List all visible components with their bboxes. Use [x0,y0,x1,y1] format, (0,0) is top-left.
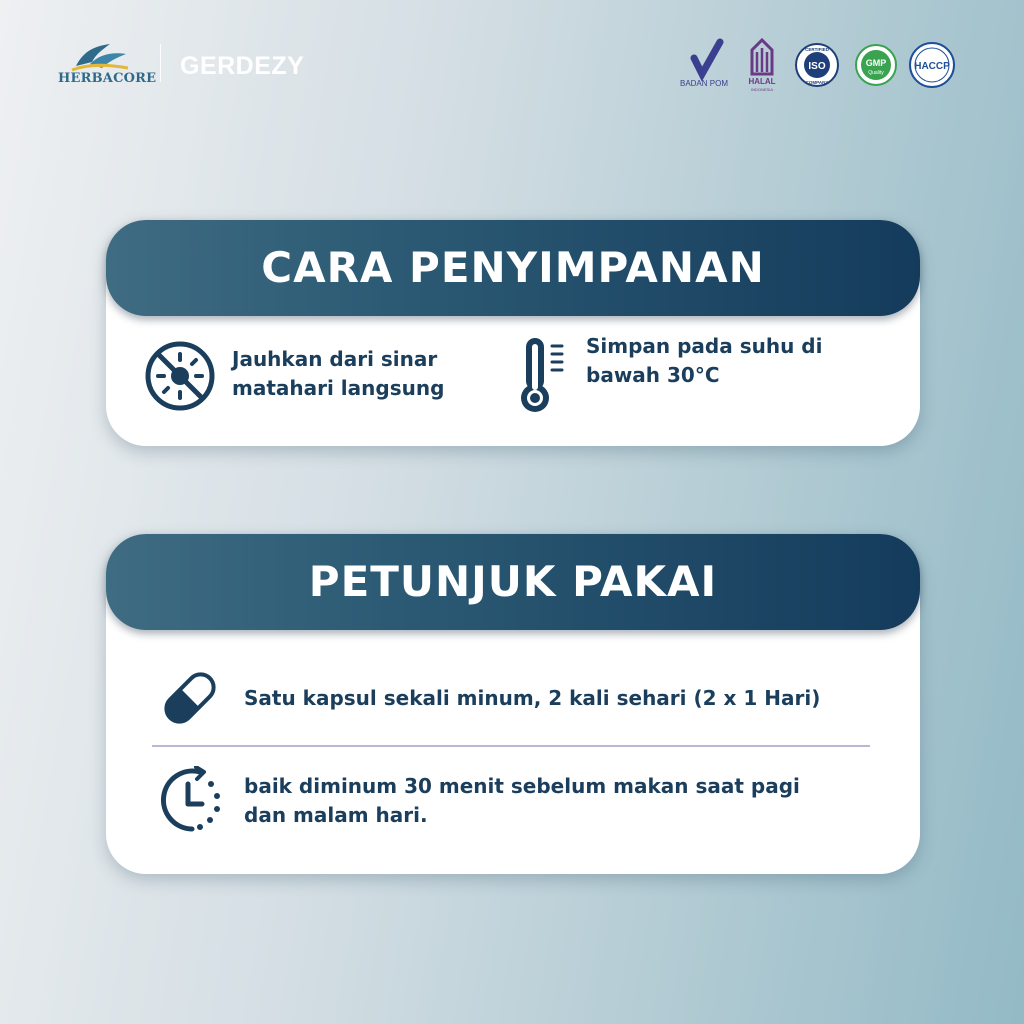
halal-text: HALAL [748,77,776,86]
usage-separator [152,745,870,747]
thermometer-icon [518,336,568,418]
storage-item-sunlight-line2: matahari langsung [232,376,445,400]
storage-card-header [106,220,920,316]
storage-item-sunlight-line1: Jauhkan dari sinar [232,347,438,371]
usage-item-timing-line1: baik diminum 30 menit sebelum makan saat pagi [244,774,800,798]
logo-divider [160,44,161,82]
gmp-badge [854,43,898,87]
gmp-icon [854,43,898,87]
haccp-icon [908,41,956,89]
iso-top-text: CERTIFIED [805,47,829,52]
usage-item-capsule-line1: Satu kapsul sekali minum, 2 kali sehari (2 x 1 Hari) [244,686,821,710]
storage-item-temperature [586,332,822,390]
gerdezy-wordmark: GERDEZY [180,52,305,80]
gmp-text: GMP [865,58,887,68]
storage-item-sunlight [232,345,444,403]
iso-icon [794,42,840,88]
herbacore-logo [54,40,157,88]
storage-item-temperature-line2: bawah 30°C [586,363,720,387]
usage-item-timing-line2: dan malam hari. [244,803,428,827]
usage-card [106,534,920,874]
storage-item-temperature-line1: Simpan pada suhu di [586,334,823,358]
storage-card [106,220,920,446]
header [0,0,1024,130]
iso-bottom-text: COMPANY [805,80,829,85]
badan-pom-logo [676,38,732,90]
iso-badge [794,42,840,88]
usage-item-capsule [244,684,820,713]
storage-title: CARA PENYIMPANAN [261,243,765,292]
no-sun-icon [144,340,216,416]
halal-logo [742,38,782,94]
herbacore-bird-icon [70,40,130,72]
clock-icon [158,766,226,838]
usage-title: PETUNJUK PAKAI [308,557,718,606]
capsule-icon [158,666,222,734]
badan-pom-check-icon [676,38,732,90]
gmp-subtext: Quality [868,70,884,76]
haccp-text: HACCP [914,61,950,72]
halal-icon [742,38,782,94]
iso-text: ISO [808,61,826,72]
haccp-badge [908,41,956,89]
herbacore-wordmark: HERBACORE [58,71,157,86]
usage-item-timing [244,772,800,830]
badan-pom-text: BADAN POM [679,79,729,88]
usage-card-header [106,534,920,630]
halal-subtext: INDONESIA [750,87,774,92]
